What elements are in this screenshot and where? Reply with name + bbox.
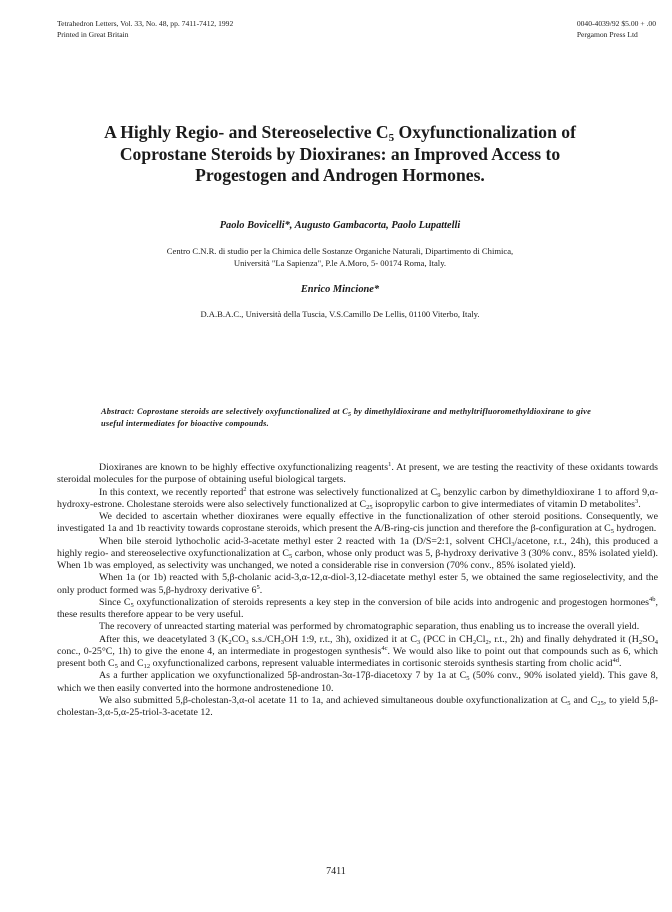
title-line-2: Coprostane Steroids by Dioxiranes: an Improved Access to (119, 143, 561, 164)
paragraph-3: We decided to ascertain whether dioxiranes were equally effective in the functionalization of other steroid positions. Consequently, we investigated 1a and 1b reactivity towards coprostane steroids, which present the A/B-ring-cis junction and therefore the β-configuration at $C_5$ hydrogen. (57, 511, 658, 536)
paragraph-6: Since $C_5$ oxyfunctionalization of steroids represents a key step in the conversion of bile acids into androgenic and progestogen hormones$^{4b}$, these results therefore appear to be very useful. (57, 595, 658, 620)
paragraph-9: As a further application we oxyfunctionalized 5β-androstan-3α-17β-diacetoxy 7 by 1a at $C_5$ (50% conv., 90% isolated yield). This gave 8, which we then easily converted into the hormone androstenedione 10. (57, 670, 658, 694)
paragraph-10: We also submitted 5,β-cholestan-3,α-ol acetate 11 to 1a, and achieved simultaneous double oxyfunctionalization at $C_5$ and $C_{25}$, to yield 5,β-cholestan-3,α-5,α-25-triol-3-acetate 12. (57, 694, 658, 718)
paragraph-7: The recovery of unreacted starting material was performed by chromatographic separation, thus enabling us to increase the overall yield. (99, 621, 640, 633)
page-number: 7411 (326, 866, 346, 877)
publisher: Pergamon Press Ltd (576, 30, 638, 39)
printed-in: Printed in Great Britain (57, 30, 129, 39)
running-header-right (577, 18, 656, 40)
title-line-3: Progestogen and Androgen Hormones. (195, 165, 485, 185)
affiliation-second: D.A.B.A.C., Università della Tuscia, V.S.Camillo De Lellis, 01100 Viterbo, Italy. (200, 309, 480, 319)
abstract: Abstract: Coprostane steroids are selectively oxyfunctionalized at $C_5$ by dimethyldioxirane and methyltrifluoromethyldioxirane to give useful intermediates for bioactive compounds. (101, 407, 591, 428)
paragraph-4: When bile steroid lythocholic acid-3-acetate methyl ester 2 reacted with 1a (D/S=2:1, solvent CHCl$_3$/acetone, r.t., 24h), this produced a highly regio- and stereoselective oxyfunctionalization at $C_5$ carbon, whose only product was 5, β-hydroxy derivative 3 (30% conv., 85% isolated yield). When 1b was employed, as selectivity was unchanged, we noted a considerable rise in conversion (70% conv., 85% isolated yield). (57, 535, 659, 571)
title-line-1: A Highly Regio- and Stereoselective $C_5$ Oxyfunctionalization of (104, 122, 576, 144)
paragraph-5: When 1a (or 1b) reacted with 5,β-cholanic acid-3,α-12,α-diol-3,12-diacetate methyl ester 5, we obtained the same regioselectivity, and the only product formed was 5,β-hydroxy derivative $6^5$. (57, 572, 658, 596)
running-header-left (57, 18, 233, 40)
body-text (57, 462, 658, 719)
affiliation (80, 245, 600, 269)
paper-title (60, 122, 620, 187)
paragraph-8: After this, we deacetylated 3 ($K_2CO_3$ $s.s./CH_3OH$ 1:9, r.t., 3h), oxidized it at $C_3$ (PCC in $CH_2Cl_2$, r.t., 2h) and finally dehydrated it ($H_2SO_4$ conc., 0-25°C, 1h) to give the enone 4, an intermediate in progestogen synthesis$^{4c}$. We would also like to point out that compounds such as 6, which present both $C_5$ and $C_{12}$ oxyfunctionalized carbons, represent valuable intermediates in cortisonic steroids synthesis starting from cholic acid$^{4d}$. (57, 633, 658, 670)
affiliation-line-2: Università "La Sapienza", P.le A.Moro, 5- 00174 Roma, Italy. (233, 258, 447, 268)
affiliation-line-1: Centro C.N.R. di studio per la Chimica delle Sostanze Organiche Naturali, Dipartimento di Chimica, (166, 246, 514, 256)
paragraph-1: Dioxiranes are known to be highly effective oxyfunctionalizing reagents$^1$. At present, we are testing the reactivity of these oxidants towards steroidal molecules for the purpose of obtaining useful biological targets. (57, 461, 658, 486)
author-list: Paolo Bovicelli*, Augusto Gambacorta, Paolo Lupattelli (219, 220, 461, 231)
abstract-label: Abstract: (101, 407, 135, 416)
journal-citation: Tetrahedron Letters, Vol. 33, No. 48, pp. 7411-7412, 1992 (57, 19, 234, 28)
price-code: 0040-4039/92 $5.00 + .00 (576, 19, 656, 28)
paragraph-2: In this context, we recently reported$^2$ that estrone was selectively functionalized at $C_9$ benzylic carbon by dimethyldioxirane 1 to afford 9,α-hydroxy-estrone. Cholestane steroids were also selectively functionalized at $C_{25}$ isopropylic carbon to give intermediates of vitamin D metabolites$^3$. (57, 485, 658, 511)
author-second: Enrico Mincione* (300, 284, 380, 295)
